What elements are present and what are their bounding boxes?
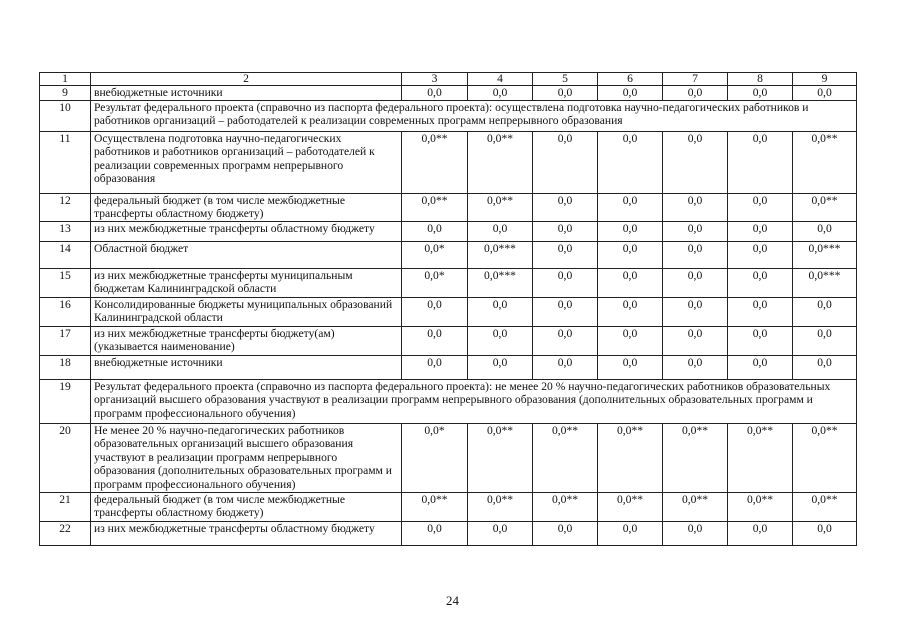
value-cell: 0,0 bbox=[728, 356, 793, 380]
row-number: 16 bbox=[40, 298, 91, 327]
table-row bbox=[40, 86, 857, 101]
value-cell: 0,0 bbox=[402, 356, 468, 380]
value-cell: 0,0 bbox=[402, 222, 468, 242]
row-number: 22 bbox=[40, 522, 91, 546]
row-number: 14 bbox=[40, 242, 91, 269]
value-cell: 0,0 bbox=[663, 522, 728, 546]
value-cell: 0,0** bbox=[793, 493, 857, 522]
value-cell: 0,0 bbox=[533, 298, 598, 327]
header-row bbox=[40, 73, 857, 86]
value-cell: 0,0** bbox=[598, 424, 663, 493]
value-cell: 0,0** bbox=[468, 424, 533, 493]
value-cell: 0,0 bbox=[663, 132, 728, 194]
value-cell: 0,0** bbox=[533, 493, 598, 522]
value-cell: 0,0 bbox=[793, 298, 857, 327]
value-cell: 0,0 bbox=[468, 222, 533, 242]
row-number: 18 bbox=[40, 356, 91, 380]
value-cell: 0,0 bbox=[663, 356, 728, 380]
row-label: федеральный бюджет (в том числе межбюджетные трансферты областному бюджету) bbox=[91, 194, 402, 222]
row-number: 15 bbox=[40, 269, 91, 298]
value-cell: 0,0 bbox=[728, 132, 793, 194]
table-row bbox=[40, 356, 857, 380]
value-cell: 0,0 bbox=[728, 298, 793, 327]
header-cell: 9 bbox=[793, 73, 857, 86]
row-label: внебюджетные источники bbox=[91, 86, 402, 101]
header-cell: 7 bbox=[663, 73, 728, 86]
value-cell: 0,0 bbox=[468, 86, 533, 101]
value-cell: 0,0 bbox=[728, 522, 793, 546]
value-cell: 0,0 bbox=[402, 86, 468, 101]
table-row bbox=[40, 298, 857, 327]
table-row bbox=[40, 222, 857, 242]
value-cell: 0,0 bbox=[728, 86, 793, 101]
value-cell: 0,0 bbox=[728, 222, 793, 242]
table-row bbox=[40, 269, 857, 298]
value-cell: 0,0* bbox=[402, 242, 468, 269]
value-cell: 0,0 bbox=[533, 242, 598, 269]
table-row bbox=[40, 522, 857, 546]
value-cell: 0,0 bbox=[533, 86, 598, 101]
row-number: 10 bbox=[40, 101, 91, 132]
row-number: 13 bbox=[40, 222, 91, 242]
value-cell: 0,0** bbox=[728, 424, 793, 493]
value-cell: 0,0 bbox=[793, 356, 857, 380]
value-cell: 0,0** bbox=[468, 194, 533, 222]
value-cell: 0,0* bbox=[402, 424, 468, 493]
value-cell: 0,0** bbox=[793, 194, 857, 222]
value-cell: 0,0 bbox=[663, 327, 728, 356]
value-cell: 0,0 bbox=[663, 242, 728, 269]
header-cell: 2 bbox=[91, 73, 402, 86]
value-cell: 0,0** bbox=[728, 493, 793, 522]
header-cell: 3 bbox=[402, 73, 468, 86]
value-cell: 0,0 bbox=[533, 269, 598, 298]
value-cell: 0,0 bbox=[793, 327, 857, 356]
value-cell: 0,0 bbox=[533, 356, 598, 380]
value-cell: 0,0 bbox=[663, 269, 728, 298]
value-cell: 0,0 bbox=[402, 327, 468, 356]
value-cell: 0,0 bbox=[598, 298, 663, 327]
value-cell: 0,0 bbox=[728, 327, 793, 356]
header-cell: 1 bbox=[40, 73, 91, 86]
value-cell: 0,0 bbox=[598, 86, 663, 101]
table-row bbox=[40, 194, 857, 222]
value-cell: 0,0 bbox=[402, 522, 468, 546]
value-cell: 0,0 bbox=[663, 222, 728, 242]
row-number: 20 bbox=[40, 424, 91, 493]
value-cell: 0,0 bbox=[598, 327, 663, 356]
value-cell: 0,0*** bbox=[793, 242, 857, 269]
value-cell: 0,0 bbox=[663, 86, 728, 101]
value-cell: 0,0 bbox=[533, 327, 598, 356]
value-cell: 0,0** bbox=[663, 424, 728, 493]
value-cell: 0,0 bbox=[402, 298, 468, 327]
row-label: федеральный бюджет (в том числе межбюджетные трансферты областному бюджету) bbox=[91, 493, 402, 522]
row-label: из них межбюджетные трансферты областному бюджету bbox=[91, 222, 402, 242]
table-row bbox=[40, 327, 857, 356]
value-cell: 0,0 bbox=[468, 298, 533, 327]
table-row bbox=[40, 132, 857, 194]
table-row bbox=[40, 380, 857, 424]
value-cell: 0,0** bbox=[468, 132, 533, 194]
value-cell: 0,0 bbox=[663, 298, 728, 327]
value-cell: 0,0** bbox=[663, 493, 728, 522]
value-cell: 0,0** bbox=[402, 132, 468, 194]
header-cell: 5 bbox=[533, 73, 598, 86]
value-cell: 0,0 bbox=[533, 194, 598, 222]
value-cell: 0,0 bbox=[598, 269, 663, 298]
budget-table bbox=[39, 72, 857, 546]
table-row bbox=[40, 424, 857, 493]
value-cell: 0,0 bbox=[728, 194, 793, 222]
page-number: 24 bbox=[446, 593, 459, 608]
row-label: из них межбюджетные трансферты бюджету(ам) (указывается наименование) bbox=[91, 327, 402, 356]
value-cell: 0,0** bbox=[402, 493, 468, 522]
row-number: 21 bbox=[40, 493, 91, 522]
value-cell: 0,0** bbox=[533, 424, 598, 493]
value-cell: 0,0 bbox=[533, 222, 598, 242]
section-heading: Результат федерального проекта (справочно из паспорта федерального проекта): не менее 20 % научно-педагогических работников образовательных организаций высшего образования участвуют в реализации программ непрерывного образования (дополнительных образовательных программ и программ профессионального обучения) bbox=[91, 380, 857, 424]
value-cell: 0,0 bbox=[793, 86, 857, 101]
header-cell: 4 bbox=[468, 73, 533, 86]
row-label: из них межбюджетные трансферты муниципальным бюджетам Калининградской области bbox=[91, 269, 402, 298]
row-label: Областной бюджет bbox=[91, 242, 402, 269]
value-cell: 0,0** bbox=[793, 424, 857, 493]
value-cell: 0,0 bbox=[598, 356, 663, 380]
value-cell: 0,0 bbox=[793, 222, 857, 242]
value-cell: 0,0 bbox=[793, 522, 857, 546]
value-cell: 0,0* bbox=[402, 269, 468, 298]
row-number: 12 bbox=[40, 194, 91, 222]
value-cell: 0,0** bbox=[468, 493, 533, 522]
value-cell: 0,0** bbox=[598, 493, 663, 522]
value-cell: 0,0 bbox=[598, 194, 663, 222]
row-number: 9 bbox=[40, 86, 91, 101]
table-row bbox=[40, 242, 857, 269]
row-number: 17 bbox=[40, 327, 91, 356]
value-cell: 0,0*** bbox=[468, 269, 533, 298]
row-label: Консолидированные бюджеты муниципальных образований Калининградской области bbox=[91, 298, 402, 327]
value-cell: 0,0 bbox=[598, 222, 663, 242]
value-cell: 0,0 bbox=[533, 522, 598, 546]
table-row bbox=[40, 101, 857, 132]
header-cell: 6 bbox=[598, 73, 663, 86]
value-cell: 0,0** bbox=[402, 194, 468, 222]
value-cell: 0,0 bbox=[468, 327, 533, 356]
value-cell: 0,0 bbox=[728, 242, 793, 269]
row-number: 19 bbox=[40, 380, 91, 424]
value-cell: 0,0 bbox=[598, 242, 663, 269]
value-cell: 0,0 bbox=[598, 132, 663, 194]
value-cell: 0,0 bbox=[468, 522, 533, 546]
value-cell: 0,0 bbox=[468, 356, 533, 380]
value-cell: 0,0 bbox=[533, 132, 598, 194]
row-label: из них межбюджетные трансферты областному бюджету bbox=[91, 522, 402, 546]
row-label: Осуществлена подготовка научно-педагогических работников и работников организаций – работодателей к реализации современных программ непрерывного образования bbox=[91, 132, 402, 194]
value-cell: 0,0*** bbox=[793, 269, 857, 298]
row-label: Не менее 20 % научно-педагогических работников образовательных организаций высшего образования участвуют в реализации программ непрерывного образования (дополнительных образовательных программ и программ профессионального обучения) bbox=[91, 424, 402, 493]
value-cell: 0,0*** bbox=[468, 242, 533, 269]
value-cell: 0,0 bbox=[663, 194, 728, 222]
value-cell: 0,0 bbox=[598, 522, 663, 546]
value-cell: 0,0 bbox=[728, 269, 793, 298]
value-cell: 0,0** bbox=[793, 132, 857, 194]
header-cell: 8 bbox=[728, 73, 793, 86]
table-row bbox=[40, 493, 857, 522]
section-heading: Результат федерального проекта (справочно из паспорта федерального проекта): осуществлена подготовка научно-педагогических работников и работников организаций – работодателей к реализации современных программ непрерывного образования bbox=[91, 101, 857, 132]
row-label: внебюджетные источники bbox=[91, 356, 402, 380]
row-number: 11 bbox=[40, 132, 91, 194]
